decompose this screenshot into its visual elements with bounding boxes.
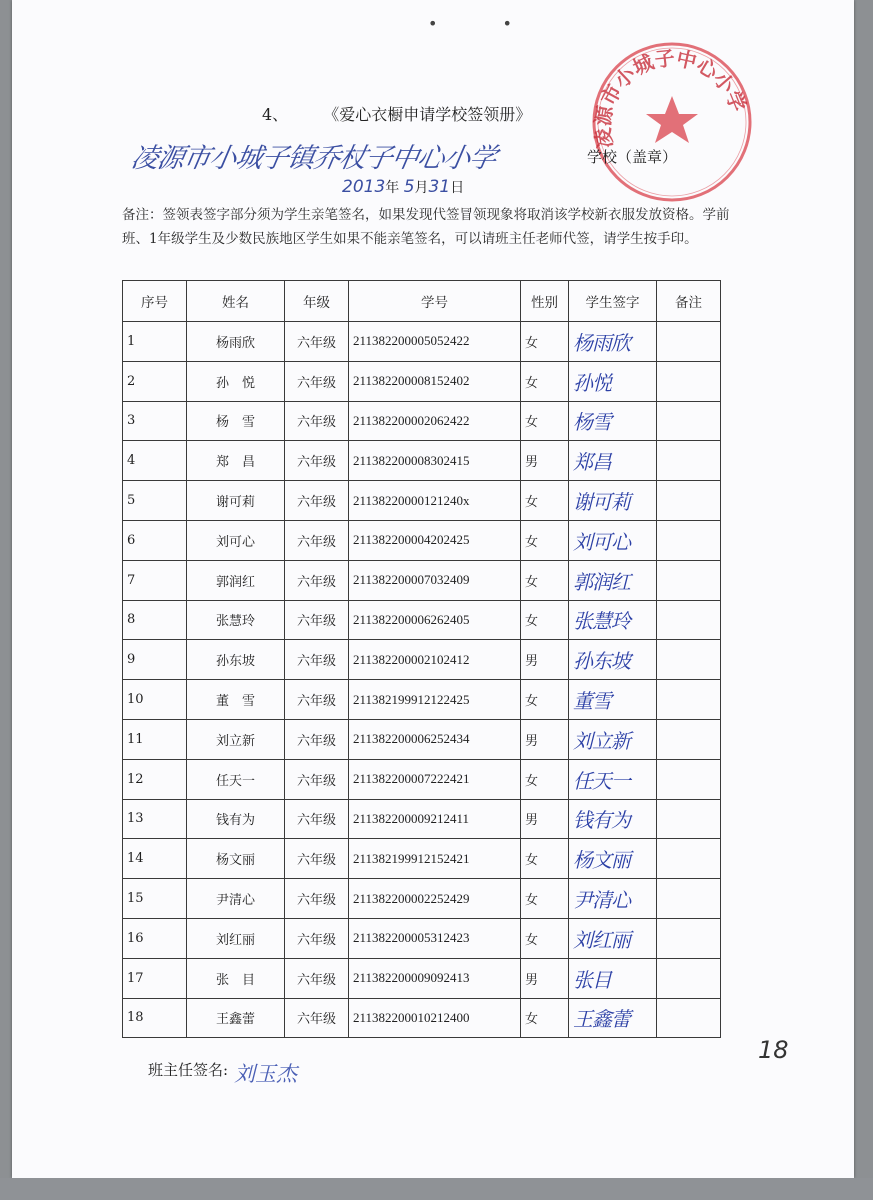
- cell-name: 孙 悦: [187, 361, 285, 401]
- cell-sex: 女: [521, 361, 569, 401]
- cell-grade: 六年级: [285, 600, 349, 640]
- cell-note: [657, 680, 721, 720]
- note-paragraph: 备注：签领表签字部分须为学生亲笔签名，如果发现代签冒领现象将取消该学校新衣服发放资格。学前班、1年级学生及少数民族地区学生如果不能亲笔签名，可以请班主任老师代签，请学生按手印。: [122, 207, 730, 247]
- header-grade: 年级: [285, 281, 349, 322]
- header-seq: 序号: [123, 281, 187, 322]
- date-month-char: 月: [414, 180, 429, 196]
- roster-body: [123, 322, 721, 1038]
- cell-sex: 女: [521, 520, 569, 560]
- cell-seq: 15: [123, 879, 187, 919]
- cell-name: 张慧玲: [187, 600, 285, 640]
- sign-date: [342, 177, 464, 197]
- table-row: [123, 958, 721, 998]
- cell-sex: 女: [521, 759, 569, 799]
- cell-grade: 六年级: [285, 839, 349, 879]
- cell-signature: 刘红丽: [569, 918, 657, 958]
- header-note: 备注: [657, 281, 721, 322]
- cell-signature: 王鑫蕾: [569, 998, 657, 1038]
- cell-name: 任天一: [187, 759, 285, 799]
- cell-student-id: 211382200002062422: [349, 401, 521, 441]
- school-seal: [587, 34, 757, 204]
- seal-text: 凌源市小城子中心小学: [590, 45, 751, 150]
- table-row: [123, 680, 721, 720]
- cell-signature: 张慧玲: [569, 600, 657, 640]
- cell-seq: 10: [123, 680, 187, 720]
- school-seal-label: 学校（盖章）: [587, 148, 678, 166]
- cell-name: 董 雪: [187, 680, 285, 720]
- cell-student-id: 211382200010212400: [349, 998, 521, 1038]
- table-row: [123, 719, 721, 759]
- cell-signature: 郭润红: [569, 560, 657, 600]
- cell-student-id: 211382200005312423: [349, 918, 521, 958]
- table-row: [123, 918, 721, 958]
- date-day-char: 日: [450, 180, 465, 196]
- cell-sex: 男: [521, 640, 569, 680]
- cell-note: [657, 759, 721, 799]
- cell-name: 孙东坡: [187, 640, 285, 680]
- cell-student-id: 211382199912152421: [349, 839, 521, 879]
- header-sex: 性别: [521, 281, 569, 322]
- cell-student-id: 211382200004202425: [349, 520, 521, 560]
- teacher-signature: 刘玉杰: [234, 1062, 298, 1086]
- cell-grade: 六年级: [285, 680, 349, 720]
- cell-name: 杨 雪: [187, 401, 285, 441]
- cell-sex: 女: [521, 481, 569, 521]
- cell-sex: 女: [521, 600, 569, 640]
- cell-seq: 12: [123, 759, 187, 799]
- cell-seq: 13: [123, 799, 187, 839]
- header-signature: 学生签字: [569, 281, 657, 322]
- table-row: [123, 998, 721, 1038]
- cell-signature: 郑昌: [569, 441, 657, 481]
- cell-student-id: 211382200007222421: [349, 759, 521, 799]
- table-row: [123, 322, 721, 362]
- cell-signature: 孙东坡: [569, 640, 657, 680]
- table-row: [123, 441, 721, 481]
- cell-grade: 六年级: [285, 958, 349, 998]
- table-row: [123, 799, 721, 839]
- cell-note: [657, 560, 721, 600]
- document-title-line: [262, 102, 531, 125]
- cell-signature: 杨雪: [569, 401, 657, 441]
- cell-note: [657, 918, 721, 958]
- cell-signature: 董雪: [569, 680, 657, 720]
- cell-student-id: 211382200009212411: [349, 799, 521, 839]
- date-day: 31: [428, 177, 451, 197]
- cell-signature: 尹清心: [569, 879, 657, 919]
- cell-grade: 六年级: [285, 879, 349, 919]
- cell-seq: 16: [123, 918, 187, 958]
- cell-seq: 8: [123, 600, 187, 640]
- cell-student-id: 211382199912122425: [349, 680, 521, 720]
- count-mark: 18: [758, 1036, 789, 1064]
- cell-seq: 9: [123, 640, 187, 680]
- table-row: [123, 560, 721, 600]
- cell-name: 刘立新: [187, 719, 285, 759]
- cell-note: [657, 799, 721, 839]
- table-row: [123, 361, 721, 401]
- teacher-label: 班主任签名:: [148, 1061, 229, 1079]
- table-row: [123, 640, 721, 680]
- scan-border: [0, 1178, 873, 1200]
- cell-note: [657, 600, 721, 640]
- cell-student-id: 211382200006252434: [349, 719, 521, 759]
- cell-grade: 六年级: [285, 361, 349, 401]
- cell-signature: 钱有为: [569, 799, 657, 839]
- scan-marks: • •: [428, 14, 542, 33]
- cell-note: [657, 640, 721, 680]
- roster-table: [122, 280, 721, 1038]
- teacher-signature-line: [148, 1052, 298, 1086]
- cell-name: 杨文丽: [187, 839, 285, 879]
- cell-note: [657, 481, 721, 521]
- cell-sex: 女: [521, 401, 569, 441]
- cell-note: [657, 361, 721, 401]
- cell-seq: 5: [123, 481, 187, 521]
- cell-sex: 男: [521, 441, 569, 481]
- cell-student-id: 211382200009092413: [349, 958, 521, 998]
- cell-name: 杨雨欣: [187, 322, 285, 362]
- cell-grade: 六年级: [285, 759, 349, 799]
- cell-sex: 女: [521, 879, 569, 919]
- cell-sex: 女: [521, 918, 569, 958]
- cell-signature: 杨雨欣: [569, 322, 657, 362]
- seal-star-icon: [646, 96, 698, 143]
- document-title: 《爱心衣橱申请学校签领册》: [323, 105, 532, 124]
- cell-sex: 男: [521, 799, 569, 839]
- cell-name: 刘红丽: [187, 918, 285, 958]
- cell-seq: 3: [123, 401, 187, 441]
- cell-name: 刘可心: [187, 520, 285, 560]
- cell-sex: 女: [521, 998, 569, 1038]
- cell-name: 张 目: [187, 958, 285, 998]
- cell-student-id: 211382200008152402: [349, 361, 521, 401]
- cell-name: 谢可莉: [187, 481, 285, 521]
- cell-seq: 4: [123, 441, 187, 481]
- cell-sex: 男: [521, 958, 569, 998]
- cell-note: [657, 520, 721, 560]
- cell-sex: 女: [521, 680, 569, 720]
- cell-sex: 女: [521, 839, 569, 879]
- table-row: [123, 520, 721, 560]
- cell-grade: 六年级: [285, 640, 349, 680]
- cell-sex: 女: [521, 322, 569, 362]
- cell-seq: 7: [123, 560, 187, 600]
- cell-student-id: 211382200008302415: [349, 441, 521, 481]
- cell-grade: 六年级: [285, 441, 349, 481]
- cell-name: 王鑫蕾: [187, 998, 285, 1038]
- cell-note: [657, 879, 721, 919]
- cell-note: [657, 719, 721, 759]
- cell-seq: 18: [123, 998, 187, 1038]
- cell-note: [657, 441, 721, 481]
- cell-grade: 六年级: [285, 918, 349, 958]
- school-name-handwriting: 凌源市小城子镇乔杖子中心小学: [128, 143, 499, 174]
- header-student-id: 学号: [349, 281, 521, 322]
- date-year-char: 年: [385, 180, 400, 196]
- cell-seq: 14: [123, 839, 187, 879]
- cell-signature: 刘可心: [569, 520, 657, 560]
- cell-note: [657, 322, 721, 362]
- cell-student-id: 211382200002102412: [349, 640, 521, 680]
- cell-grade: 六年级: [285, 481, 349, 521]
- cell-seq: 11: [123, 719, 187, 759]
- cell-seq: 1: [123, 322, 187, 362]
- cell-grade: 六年级: [285, 998, 349, 1038]
- cell-grade: 六年级: [285, 799, 349, 839]
- cell-grade: 六年级: [285, 719, 349, 759]
- cell-student-id: 211382200007032409: [349, 560, 521, 600]
- cell-grade: 六年级: [285, 322, 349, 362]
- cell-sex: 男: [521, 719, 569, 759]
- cell-name: 郑 昌: [187, 441, 285, 481]
- cell-student-id: 211382200005052422: [349, 322, 521, 362]
- date-year: 2013: [342, 177, 386, 197]
- cell-note: [657, 839, 721, 879]
- cell-student-id: 211382200006262405: [349, 600, 521, 640]
- table-row: [123, 879, 721, 919]
- cell-student-id: 211382200002252429: [349, 879, 521, 919]
- table-row: [123, 759, 721, 799]
- table-row: [123, 600, 721, 640]
- cell-name: 郭润红: [187, 560, 285, 600]
- header-name: 姓名: [187, 281, 285, 322]
- table-row: [123, 839, 721, 879]
- cell-signature: 谢可莉: [569, 481, 657, 521]
- table-row: [123, 481, 721, 521]
- cell-student-id: 21138220000121240x: [349, 481, 521, 521]
- cell-seq: 17: [123, 958, 187, 998]
- cell-signature: 任天一: [569, 759, 657, 799]
- cell-signature: 杨文丽: [569, 839, 657, 879]
- date-month: 5: [403, 177, 415, 197]
- cell-note: [657, 998, 721, 1038]
- cell-signature: 孙悦: [569, 361, 657, 401]
- cell-sex: 女: [521, 560, 569, 600]
- cell-grade: 六年级: [285, 401, 349, 441]
- cell-grade: 六年级: [285, 520, 349, 560]
- cell-name: 钱有为: [187, 799, 285, 839]
- cell-name: 尹清心: [187, 879, 285, 919]
- cell-signature: 刘立新: [569, 719, 657, 759]
- cell-seq: 2: [123, 361, 187, 401]
- table-header-row: [123, 281, 721, 322]
- table-row: [123, 401, 721, 441]
- cell-seq: 6: [123, 520, 187, 560]
- cell-signature: 张目: [569, 958, 657, 998]
- cell-note: [657, 958, 721, 998]
- cell-note: [657, 401, 721, 441]
- svg-text:凌源市小城子中心小学: [590, 46, 750, 150]
- cell-grade: 六年级: [285, 560, 349, 600]
- title-number: 4、: [262, 105, 289, 124]
